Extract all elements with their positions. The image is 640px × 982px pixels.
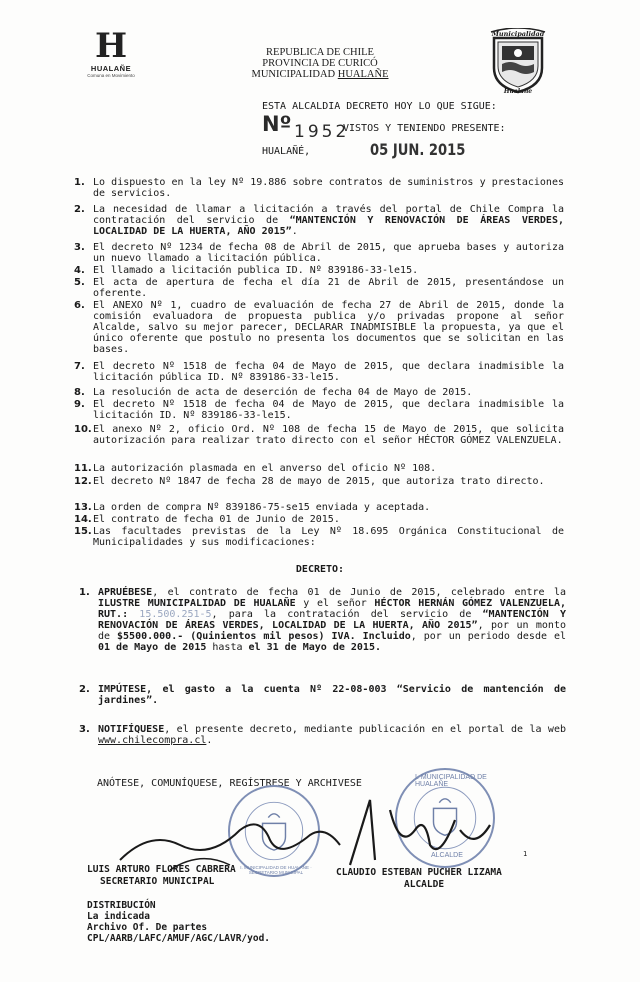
decreto-number: 3. bbox=[79, 724, 90, 735]
municipal-crest-icon bbox=[488, 28, 548, 94]
seal-text-left: I. MUNICIPALIDAD DE HUALAÑE · SECRETARIO MUNICIPAL bbox=[240, 865, 312, 875]
decreto-text-bold: $5500.000.- (Quinientos mil pesos) IVA. Incluido bbox=[117, 631, 411, 642]
preamble-place: HUALAÑÉ, bbox=[262, 146, 311, 157]
visto-item-8 bbox=[74, 387, 564, 398]
visto-number: 1. bbox=[74, 177, 85, 188]
mayor-signature-icon bbox=[330, 790, 510, 870]
visto-text: El acta de apertura de fecha el día 21 de Abril de 2015, presentándose un oferente. bbox=[93, 277, 564, 299]
visto-number: 6. bbox=[74, 300, 85, 311]
visto-item-3 bbox=[74, 242, 564, 264]
visto-number: 13. bbox=[74, 502, 92, 513]
decreto-text-bold: APRUÉBESE bbox=[98, 587, 153, 598]
visto-item-2 bbox=[74, 204, 564, 237]
document-header bbox=[200, 47, 440, 80]
visto-number: 12. bbox=[74, 476, 92, 487]
visto-text-post: . bbox=[291, 226, 298, 237]
crest-top-text: Municipalidad bbox=[491, 30, 545, 38]
seal-text-right-top: I. MUNICIPALIDAD DE HUALAÑE bbox=[415, 774, 487, 788]
visto-number: 4. bbox=[74, 265, 85, 276]
decreto-item-3 bbox=[79, 724, 566, 746]
decreto-text: , para la contratación del servicio de bbox=[211, 609, 483, 620]
header-line-3-underlined: HUALAÑE bbox=[337, 69, 389, 80]
visto-item-7 bbox=[74, 361, 564, 383]
decree-number-label: Nº bbox=[262, 112, 292, 136]
visto-item-4 bbox=[74, 265, 564, 276]
visto-number: 7. bbox=[74, 361, 85, 372]
visto-item-11 bbox=[74, 463, 564, 474]
decreto-text: y el señor bbox=[295, 598, 375, 609]
distribution-line: CPL/AARB/LAFC/AMUF/AGC/LAVR/yod. bbox=[87, 933, 271, 944]
visto-text: El contrato de fecha 01 de Junio de 2015. bbox=[93, 514, 340, 525]
decreto-number: 2. bbox=[79, 684, 90, 695]
mayor-title: ALCALDE bbox=[404, 879, 445, 890]
visto-item-6 bbox=[74, 300, 564, 355]
secretary-name: LUIS ARTURO FLORES CABRERA bbox=[87, 864, 236, 875]
distribution-line: Archivo Of. De partes bbox=[87, 922, 208, 933]
visto-text: Lo dispuesto en la ley Nº 19.886 sobre contratos de suministros y prestaciones de servicios. bbox=[93, 177, 564, 199]
decreto-text bbox=[98, 724, 566, 746]
visto-text: El decreto Nº 1518 de fecha 04 de Mayo de 2015, que declara inadmisible la licitación pública ID. Nº 839186-33-le15. bbox=[93, 361, 564, 383]
rut-value: 15.500.251-5 bbox=[128, 609, 212, 620]
visto-item-9 bbox=[74, 399, 564, 421]
visto-text: El decreto Nº 1518 de fecha 04 de Mayo de 2015, que declara inadmisible la licitación ID. Nº 839186-33-le15. bbox=[93, 399, 564, 421]
visto-item-12 bbox=[74, 476, 564, 487]
decreto-number: 1. bbox=[79, 587, 90, 598]
logo-name: HUALAÑE bbox=[90, 64, 132, 73]
visto-number: 2. bbox=[74, 204, 85, 215]
distribution-block bbox=[87, 900, 270, 944]
visto-item-15 bbox=[74, 526, 564, 548]
decreto-title: DECRETO: bbox=[295, 564, 345, 575]
decreto-text-bold: el 31 de Mayo de 2015. bbox=[248, 642, 381, 653]
visto-text: El decreto Nº 1847 de fecha 28 de mayo de 2015, que autoriza trato directo. bbox=[93, 476, 545, 487]
secretary-title: SECRETARIO MUNICIPAL bbox=[100, 876, 215, 887]
preamble-line-2: VISTOS Y TENIENDO PRESENTE: bbox=[343, 123, 506, 134]
crest-bottom-text: Hualañe bbox=[503, 88, 533, 95]
visto-text: El decreto Nº 1234 de fecha 08 de Abril de 2015, que aprueba bases y autoriza un nuevo llamado a licitación pública. bbox=[93, 242, 564, 264]
visto-text-pre: La necesidad de llamar a licitación a través del portal de Chile Compra la contratación del servicio de bbox=[93, 204, 564, 226]
visto-text: Las facultades previstas de la Ley Nº 18.695 Orgánica Constitucional de Municipalidades y sus modificaciones: bbox=[93, 526, 564, 548]
visto-text: La orden de compra Nº 839186-75-se15 enviada y aceptada. bbox=[93, 502, 431, 513]
visto-number: 5. bbox=[74, 277, 85, 288]
visto-item-1 bbox=[74, 177, 564, 199]
visto-number: 14. bbox=[74, 514, 92, 525]
logo-tagline: Comuna en Movimiento bbox=[87, 73, 135, 78]
header-line-3 bbox=[200, 69, 440, 80]
visto-text-bold: “MANTENCIÓN Y RENOVACIÓN DE ÁREAS VERDES, LOCALIDAD DE LA HUERTA, AÑO 2015” bbox=[93, 215, 564, 237]
header-line-1: REPUBLICA DE CHILE bbox=[266, 47, 374, 58]
visto-item-10 bbox=[74, 424, 564, 446]
visto-text bbox=[93, 204, 564, 237]
header-line-2: PROVINCIA DE CURICÓ bbox=[262, 58, 378, 69]
visto-number: 3. bbox=[74, 242, 85, 253]
visto-text: La autorización plasmada en el anverso del oficio Nº 108. bbox=[93, 463, 437, 474]
visto-item-13 bbox=[74, 502, 564, 513]
decreto-item-1 bbox=[79, 587, 566, 653]
decreto-text: , el presente decreto, mediante publicación en el portal de la web bbox=[164, 724, 566, 735]
chilecompra-link[interactable]: www.chilecompra.cl bbox=[98, 735, 207, 746]
decreto-text: , el contrato de fecha 01 de Junio de 2015, celebrado entre la bbox=[152, 587, 566, 598]
decreto-text-bold: 01 de Mayo de 2015 bbox=[98, 642, 207, 653]
distribution-line: La indicada bbox=[87, 911, 150, 922]
decree-number: 1952 bbox=[294, 122, 350, 142]
municipality-logo bbox=[80, 28, 142, 78]
decreto-item-2 bbox=[79, 684, 566, 706]
visto-text: La resolución de acta de deserción de fecha 04 de Mayo de 2015. bbox=[93, 387, 473, 398]
visto-number: 9. bbox=[74, 399, 85, 410]
visto-text: El ANEXO Nº 1, cuadro de evaluación de fecha 27 de Abril de 2015, donde la comisión evaluadora de propuesta publica y/o privadas propone al señor Alcalde, salvo su mejor parecer, DECLARAR INADMISIBLE la propuesta, ya que el único oferente que postulo no presenta los documentos que se solicitan en las bases. bbox=[93, 300, 564, 355]
decreto-text: . bbox=[206, 735, 213, 746]
closing-formula: ANÓTESE, COMUNÍQUESE, REGÍSTRESE Y ARCHIVESE bbox=[97, 778, 362, 789]
decreto-text bbox=[98, 587, 566, 653]
decreto-text-bold: NOTIFÍQUESE bbox=[98, 724, 165, 735]
visto-number: 15. bbox=[74, 526, 92, 537]
decreto-text-bold: HÉCTOR HERNÁN GÓMEZ VALENZUELA, RUT.: bbox=[98, 598, 566, 620]
decreto-text-bold: “MANTENCIÓN Y RENOVACIÓN DE ÁREAS VERDES, LOCALIDAD DE LA HUERTA, AÑO 2015” bbox=[98, 609, 566, 631]
visto-item-14 bbox=[74, 514, 564, 525]
decreto-text-bold: ILUSTRE MUNICIPALIDAD DE HUALAÑE bbox=[98, 598, 296, 609]
header-line-3-prefix: MUNICIPALIDAD bbox=[251, 69, 338, 80]
decreto-text: IMPÚTESE, el gasto a la cuenta Nº 22-08-003 “Servicio de mantención de jardines”. bbox=[98, 684, 566, 706]
visto-item-5 bbox=[74, 277, 564, 299]
visto-number: 10. bbox=[74, 424, 92, 435]
visto-number: 11. bbox=[74, 463, 92, 474]
seal-text-right-bottom: ALCALDE bbox=[431, 852, 463, 859]
visto-number: 8. bbox=[74, 387, 85, 398]
decreto-text: hasta bbox=[206, 642, 249, 653]
decreto-text: , por un monto de bbox=[98, 620, 566, 642]
decreto-text: , por un periodo desde el bbox=[410, 631, 567, 642]
page-number: 1 bbox=[523, 850, 528, 858]
mayor-name: CLAUDIO ESTEBAN PUCHER LIZAMA bbox=[336, 867, 502, 878]
logo-mark: H bbox=[94, 26, 128, 66]
visto-text: El anexo Nº 2, oficio Ord. Nº 108 de fecha 15 de Mayo de 2015, que solicita autorización para realizar trato directo con el señor HÉCTOR GÓMEZ VALENZUELA. bbox=[93, 424, 564, 446]
preamble-line-1: ESTA ALCALDIA DECRETO HOY LO QUE SIGUE: bbox=[262, 101, 497, 112]
date-stamp: 05 JUN. 2015 bbox=[370, 140, 466, 159]
visto-text: El llamado a licitación publica ID. Nº 839186-33-le15. bbox=[93, 265, 419, 276]
distribution-line: DISTRIBUCIÓN bbox=[87, 900, 156, 911]
